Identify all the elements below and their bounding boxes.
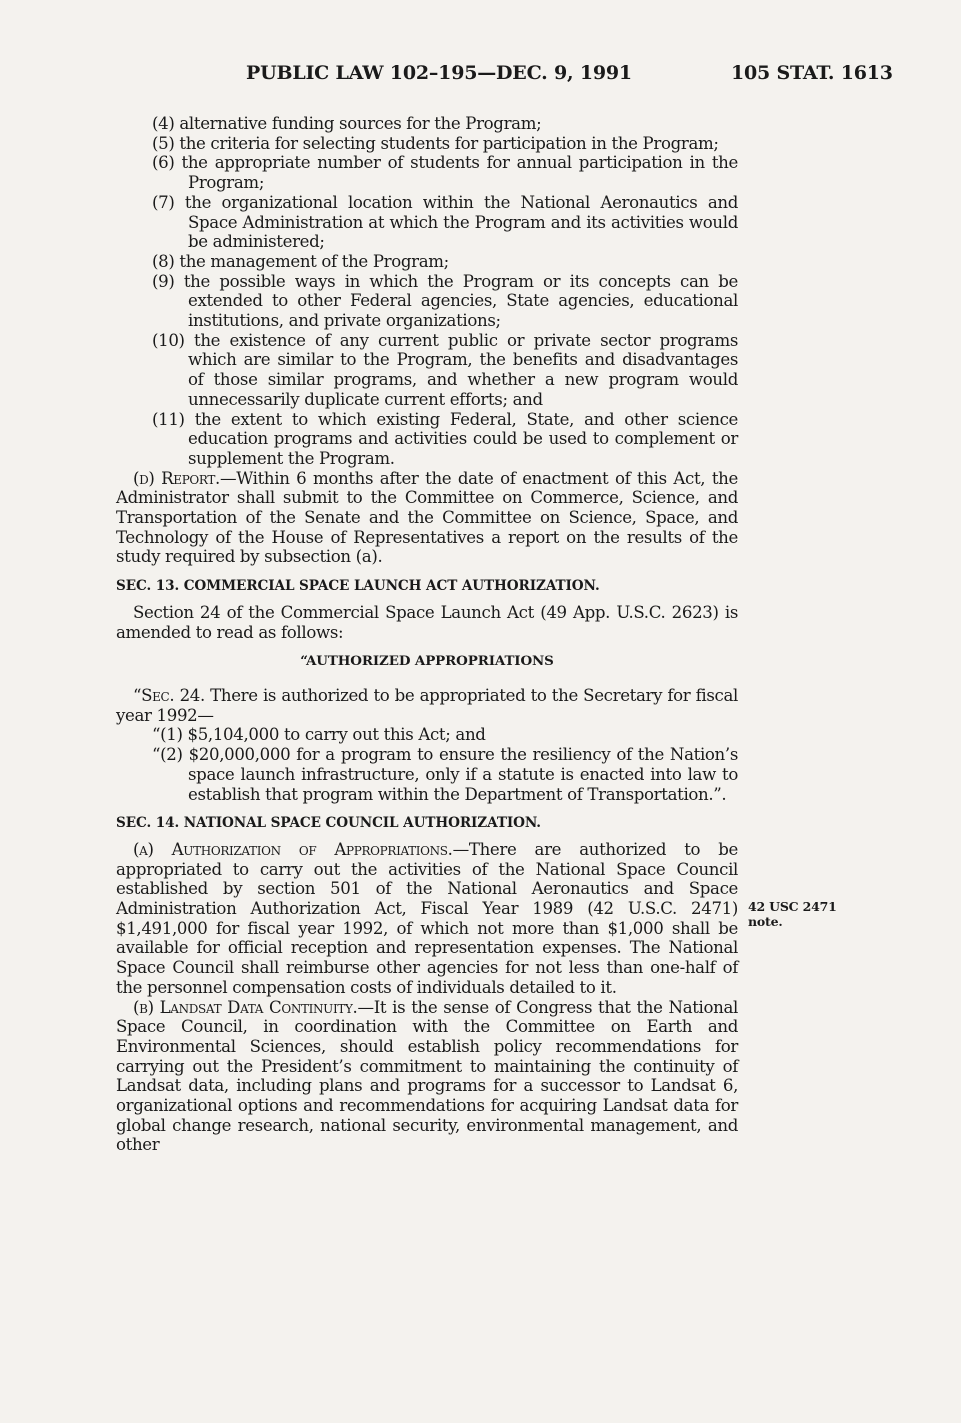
quote-item: “(1) $5,104,000 to carry out this Act; and: [152, 725, 486, 745]
list-item: (11) the extent to which existing Federal, State, and other science education programs and activities could be used to complement or supplement the Program.: [152, 409, 738, 468]
sec13-subheading: “AUTHORIZED APPROPRIATIONS: [300, 653, 554, 670]
sec24-label: “Sec.: [133, 685, 175, 705]
sec24-text: 24. There is authorized to be appropriated to the Secretary for fiscal year 1992—: [116, 685, 738, 725]
sec14-a-label: (a) Authorization of Appropriations.: [133, 839, 453, 859]
list-item: (5) the criteria for selecting students for participation in the Program;: [152, 133, 719, 153]
report-label: (d) Report.: [133, 468, 220, 488]
list-item: (7) the organizational location within the National Aeronautics and Space Administration at which the Program and its activities would be administered;: [152, 192, 738, 252]
header-title: PUBLIC LAW 102–195—DEC. 9, 1991: [246, 62, 632, 84]
sec14-a-text: —There are authorized to be appropriated to carry out the activities of the National Space Council established by section 501 of the National Aeronautics and Space Administration Authorization Act, Fiscal Year 1989 (42 U.S.C. 2471) $1,491,000 for fiscal year 1992, of which not more than $1,000 shall be available for official reception and representation expenses. The National Space Council shall reimburse other agencies for not less than one-half of the personnel compensation costs of individuals detailed to it.: [116, 839, 738, 997]
margin-note-suffix: note.: [748, 914, 783, 929]
sec14-b-text: —It is the sense of Congress that the National Space Council, in coordination with the Committee on Earth and Environmental Sciences, should establish policy recommendations for carrying out the President’s commitment to maintaining the continuity of Landsat data, including plans and programs for a successor to Landsat 6, organizational options and recommendations for acquiring Landsat data for global change research, national security, environmental management, and other: [116, 997, 738, 1155]
list-item: (6) the appropriate number of students for annual participation in the Program;: [152, 153, 738, 193]
list-item: (8) the management of the Program;: [152, 251, 449, 271]
report-paragraph: [116, 469, 738, 568]
sec14-heading: SEC. 14. NATIONAL SPACE COUNCIL AUTHORIZATION.: [116, 815, 541, 832]
quote-item: “(2) $20,000,000 for a program to ensure the resiliency of the Nation’s space launch infrastructure, only if a statute is enacted into law to establish that program within the Department of Transportation.”.: [152, 745, 738, 804]
list-item: (10) the existence of any current public or private sector programs which are similar to the Program, the benefits and disadvantages of those similar programs, and whether a new program would unnecessarily duplicate current efforts; and: [152, 330, 738, 409]
sec14-a-paragraph: [116, 840, 738, 998]
margin-note-citation: 42 USC 2471: [748, 899, 837, 914]
sec14-b-label: (b) Landsat Data Continuity.: [133, 997, 358, 1017]
list-item: (9) the possible ways in which the Program or its concepts can be extended to other Federal agencies, State agencies, educational institutions, and private organizations;: [152, 271, 738, 331]
page-header: [0, 62, 961, 96]
sec14-b-paragraph: [116, 998, 738, 1156]
header-stat-page: 105 STAT. 1613: [731, 62, 893, 84]
report-text: —Within 6 months after the date of enactment of this Act, the Administrator shall submit to the Committee on Commerce, Science, and Transportation of the Senate and the Committee on Science, Space, and Technology of the House of Representatives a report on the results of the study required by subsection (a).: [116, 468, 738, 567]
list-item: (4) alternative funding sources for the Program;: [152, 114, 542, 133]
margin-note: [748, 899, 868, 929]
sec13-heading: SEC. 13. COMMERCIAL SPACE LAUNCH ACT AUTHORIZATION.: [116, 578, 600, 595]
sec24-paragraph: [116, 686, 738, 725]
sec13-intro: Section 24 of the Commercial Space Launch Act (49 App. U.S.C. 2623) is amended to read as follows:: [116, 602, 738, 642]
document-body: [116, 114, 738, 1155]
